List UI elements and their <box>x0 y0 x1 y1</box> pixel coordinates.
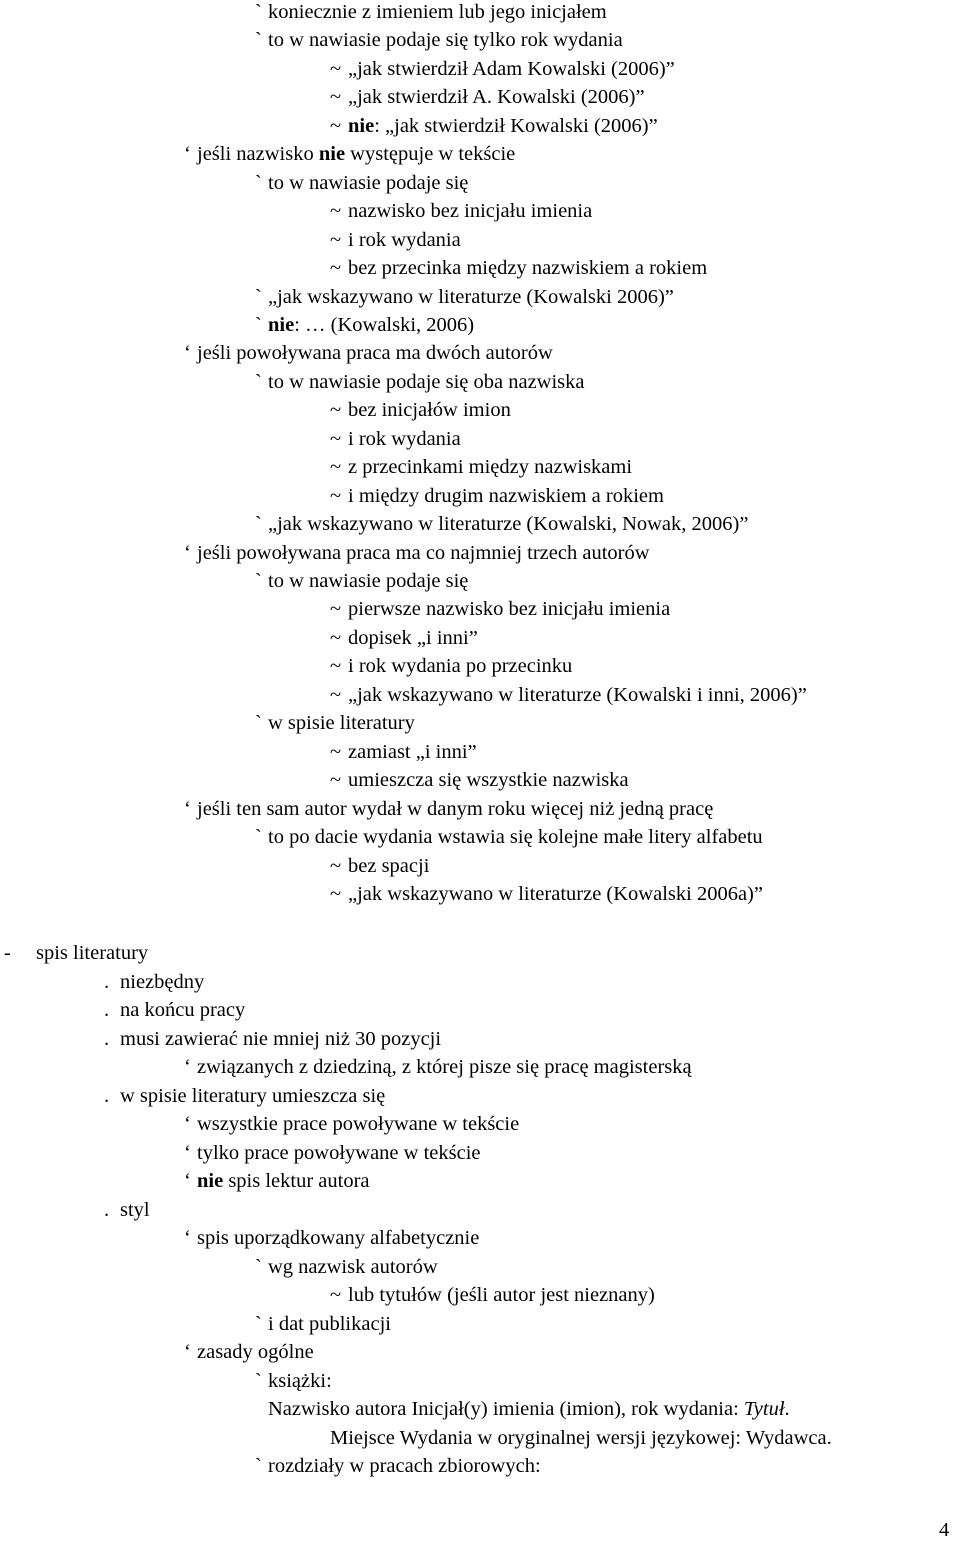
text-run: dopisek „i inni” <box>348 626 478 649</box>
text-run: lub tytułów (jeśli autor jest nieznany) <box>348 1284 655 1306</box>
outline-line <box>330 398 511 422</box>
line-text <box>348 882 763 906</box>
outline-line <box>104 998 245 1022</box>
outline-line <box>255 313 474 337</box>
text-run: umieszcza się wszystkie nazwiska <box>348 769 629 792</box>
outline-line <box>255 285 674 309</box>
line-text <box>268 825 763 849</box>
text-run: jeśli powoływana praca ma co najmniej trzech autorów <box>197 541 650 564</box>
bullet-marker: ~ <box>330 57 342 80</box>
line-text <box>268 1397 790 1421</box>
outline-line <box>184 1055 692 1079</box>
text-run: : „jak stwierdził Kowalski (2006)” <box>374 114 658 137</box>
bullet-marker: ~ <box>330 854 342 877</box>
outline-line <box>255 1369 332 1393</box>
bullet-marker: ‘ <box>184 342 191 365</box>
line-text <box>197 142 515 166</box>
line-text <box>348 199 592 223</box>
bold-text: nie <box>268 313 295 336</box>
outline-line <box>104 1198 150 1222</box>
text-run: w spisie literatury umieszcza się <box>120 1084 386 1107</box>
outline-line <box>255 512 748 536</box>
text-run: i rok wydania <box>348 228 461 251</box>
bullet-marker: . <box>104 999 110 1021</box>
outline-line <box>330 882 763 906</box>
bullet-marker: ‘ <box>184 797 191 820</box>
bullet-marker: ~ <box>330 114 342 137</box>
bullet-marker: ~ <box>330 200 342 223</box>
line-text <box>348 427 461 451</box>
line-text <box>348 228 461 252</box>
bullet-marker: ` <box>255 826 262 849</box>
line-text <box>348 740 477 764</box>
outline-line <box>184 341 553 365</box>
text-run: „jak wskazywano w literaturze (Kowalski, Nowak, 2006)” <box>268 513 749 536</box>
bullet-marker: ~ <box>330 399 342 422</box>
line-text <box>268 1255 438 1279</box>
outline-line <box>184 1169 370 1193</box>
bullet-marker: ` <box>255 1312 262 1335</box>
line-text <box>348 654 572 678</box>
page-number: 4 <box>939 1519 950 1541</box>
bullet-marker: ‘ <box>184 143 191 166</box>
text-run: koniecznie z imieniem lub jego inicjałem <box>268 1 607 23</box>
line-text <box>197 341 553 365</box>
line-text <box>268 711 415 735</box>
line-text <box>348 1283 655 1307</box>
line-text <box>120 1198 150 1222</box>
outline-line <box>330 484 664 508</box>
outline-line <box>330 740 477 764</box>
text-run: niezbędny <box>120 970 205 993</box>
bullet-marker: ‘ <box>184 1170 191 1192</box>
line-text <box>330 1426 832 1450</box>
line-text <box>268 171 468 195</box>
outline-line <box>255 1255 438 1279</box>
bullet-marker: - <box>4 942 11 964</box>
bold-text: nie <box>197 1170 224 1192</box>
text-run: „jak wskazywano w literaturze (Kowalski 2006a)” <box>348 882 763 905</box>
text-run: i dat publikacji <box>268 1312 391 1335</box>
text-run: z przecinkami między nazwiskami <box>348 456 633 479</box>
outline-line <box>330 683 807 707</box>
outline-line <box>255 171 468 195</box>
bullet-marker: ~ <box>330 228 342 251</box>
bullet-marker: ` <box>255 712 262 735</box>
text-run: to w nawiasie podaje się <box>268 171 469 194</box>
outline-line <box>330 256 707 280</box>
text-run: i rok wydania <box>348 427 461 450</box>
line-text <box>197 541 650 565</box>
text-run: w spisie literatury <box>268 712 415 735</box>
text-run: to po dacie wydania wstawia się kolejne małe litery alfabetu <box>268 826 763 849</box>
text-run: to w nawiasie podaje się <box>268 570 469 592</box>
line-text <box>120 970 204 994</box>
text-run: wszystkie prace powoływane w tekście <box>197 1113 520 1135</box>
line-text <box>348 85 645 109</box>
outline-line <box>330 114 658 138</box>
outline-line <box>330 597 670 621</box>
text-run: tylko prace powoływane w tekście <box>197 1141 481 1164</box>
line-text <box>197 1340 314 1364</box>
outline-line <box>255 1454 541 1478</box>
text-run: rozdziały w pracach zbiorowych: <box>268 1455 541 1477</box>
line-text <box>268 1369 332 1393</box>
line-text <box>348 398 511 422</box>
bullet-marker: ‘ <box>184 1141 191 1164</box>
line-text <box>197 797 713 821</box>
bullet-marker: ‘ <box>184 1113 191 1135</box>
text-run: bez spacji <box>348 854 430 877</box>
text-run: : … (Kowalski, 2006) <box>294 313 475 336</box>
text-run: i między drugim nazwiskiem a rokiem <box>348 484 664 507</box>
outline-line <box>104 1084 385 1108</box>
text-run: Nazwisko autora Inicjał(y) imienia (imion), rok wydania: <box>268 1398 744 1420</box>
bullet-marker: ~ <box>330 655 342 678</box>
bullet-marker: ` <box>255 285 262 308</box>
line-text <box>268 569 468 593</box>
bold-text: nie <box>348 114 375 137</box>
outline-line <box>330 1283 655 1307</box>
text-run: „jak wskazywano w literaturze (Kowalski i inni, 2006)” <box>348 683 807 706</box>
line-text <box>120 1084 385 1108</box>
line-text <box>348 455 632 479</box>
outline-line <box>330 228 461 252</box>
line-text <box>348 768 629 792</box>
bullet-marker: . <box>104 970 110 993</box>
bullet-marker: ` <box>255 171 262 194</box>
bullet-marker: ~ <box>330 86 342 109</box>
line-text <box>348 854 429 878</box>
outline-line <box>255 28 623 52</box>
line-text <box>348 597 670 621</box>
bullet-marker: ` <box>255 1369 262 1392</box>
text-run: jeśli powoływana praca ma dwóch autorów <box>197 342 553 365</box>
line-text <box>348 683 807 707</box>
outline-line <box>184 1340 314 1364</box>
text-run: bez przecinka między nazwiskiem a rokiem <box>348 257 708 280</box>
line-text <box>348 256 707 280</box>
line-text <box>197 1055 692 1079</box>
line-text <box>268 28 623 52</box>
line-text <box>36 941 148 965</box>
bullet-marker: ~ <box>330 484 342 507</box>
bullet-marker: ‘ <box>184 541 191 564</box>
line-text <box>348 114 658 138</box>
bullet-marker: ‘ <box>184 1056 191 1078</box>
bullet-marker: ~ <box>330 598 342 621</box>
bullet-marker: ` <box>255 1455 262 1477</box>
outline-line <box>330 57 675 81</box>
outline-line <box>330 455 632 479</box>
outline-line <box>184 1226 479 1250</box>
outline-line <box>104 970 204 994</box>
bullet-marker: . <box>104 1084 110 1107</box>
outline-line <box>255 711 415 735</box>
outline-line <box>184 541 650 565</box>
outline-line <box>255 825 763 849</box>
bullet-marker: ‘ <box>184 1341 191 1363</box>
bullet-marker: ` <box>255 370 262 393</box>
outline-line <box>4 941 148 965</box>
line-text <box>268 512 748 536</box>
bullet-marker: ~ <box>330 740 342 763</box>
bullet-marker: ` <box>255 513 262 536</box>
text-run: „jak stwierdził Adam Kowalski (2006)” <box>348 57 675 80</box>
outline-line <box>255 0 607 24</box>
line-text <box>120 998 245 1022</box>
text-run: styl <box>120 1198 150 1221</box>
text-run: „jak wskazywano w literaturze (Kowalski 2006)” <box>268 285 674 308</box>
bullet-marker: ~ <box>330 427 342 450</box>
line-text <box>120 1027 441 1051</box>
text-run: na końcu pracy <box>120 999 246 1021</box>
outline-line <box>330 199 592 223</box>
text-run: Miejsce Wydania w oryginalnej wersji językowej: Wydawca. <box>330 1426 832 1449</box>
text-run: bez inicjałów imion <box>348 399 511 422</box>
bullet-marker: . <box>104 1198 110 1221</box>
line-text <box>268 1312 391 1336</box>
text-run: jeśli nazwisko <box>197 143 319 166</box>
text-run: zamiast „i inni” <box>348 740 477 763</box>
text-run: jeśli ten sam autor wydał w danym roku więcej niż jedną pracę <box>197 797 714 820</box>
text-run: . <box>784 1398 790 1420</box>
outline-line <box>104 1027 441 1051</box>
text-run: występuje w tekście <box>345 143 516 166</box>
line-text <box>197 1112 519 1136</box>
outline-line <box>330 854 429 878</box>
outline-line <box>330 85 645 109</box>
line-text <box>348 57 675 81</box>
outline-line <box>330 1426 832 1450</box>
line-text <box>197 1169 370 1193</box>
line-text <box>268 1454 541 1478</box>
text-run: i rok wydania po przecinku <box>348 655 573 678</box>
line-text <box>197 1141 481 1165</box>
line-text <box>197 1226 479 1250</box>
text-run: to w nawiasie podaje się tylko rok wydania <box>268 29 623 52</box>
line-text <box>348 626 478 650</box>
bold-text: nie <box>318 143 346 166</box>
bullet-marker: ~ <box>330 456 342 479</box>
outline-line <box>184 797 713 821</box>
text-run: wg nazwisk autorów <box>268 1255 438 1278</box>
bullet-marker: ` <box>255 29 262 52</box>
outline-line <box>330 427 461 451</box>
bullet-marker: ` <box>255 1 262 23</box>
bullet-marker: ` <box>255 313 262 336</box>
outline-line <box>184 1141 481 1165</box>
text-run: książki: <box>268 1369 332 1392</box>
line-text <box>268 370 585 394</box>
text-run: „jak stwierdził A. Kowalski (2006)” <box>348 86 645 109</box>
text-run: nazwisko bez inicjału imienia <box>348 200 593 223</box>
line-text <box>268 313 474 337</box>
outline-line <box>330 654 572 678</box>
italic-text: Tytuł <box>743 1398 785 1420</box>
bullet-marker: ~ <box>330 626 342 649</box>
bullet-marker: ` <box>255 570 262 592</box>
outline-line <box>255 569 468 593</box>
bullet-marker: . <box>104 1027 110 1050</box>
bullet-marker: ~ <box>330 257 342 280</box>
text-run: spis literatury <box>36 942 149 964</box>
bullet-marker: ` <box>255 1255 262 1278</box>
bullet-marker: ~ <box>330 882 342 905</box>
outline-line <box>330 626 478 650</box>
outline-line <box>255 370 585 394</box>
text-run: zasady ogólne <box>197 1341 314 1363</box>
outline-line <box>268 1397 790 1421</box>
outline-line <box>330 768 629 792</box>
line-text <box>348 484 664 508</box>
bullet-marker: ~ <box>330 1284 342 1306</box>
bullet-marker: ‘ <box>184 1227 191 1249</box>
text-run: pierwsze nazwisko bez inicjału imienia <box>348 598 671 621</box>
outline-line <box>184 1112 519 1136</box>
text-run: spis lektur autora <box>223 1170 370 1192</box>
outline-line <box>184 142 515 166</box>
text-run: to w nawiasie podaje się oba nazwiska <box>268 370 585 393</box>
bullet-marker: ~ <box>330 683 342 706</box>
text-run: musi zawierać nie mniej niż 30 pozycji <box>120 1027 442 1050</box>
text-run: spis uporządkowany alfabetycznie <box>197 1227 480 1249</box>
text-run: związanych z dziedziną, z której pisze się pracę magisterską <box>197 1056 692 1078</box>
line-text <box>268 285 674 309</box>
bullet-marker: ~ <box>330 769 342 792</box>
outline-line <box>255 1312 391 1336</box>
line-text <box>268 0 607 24</box>
